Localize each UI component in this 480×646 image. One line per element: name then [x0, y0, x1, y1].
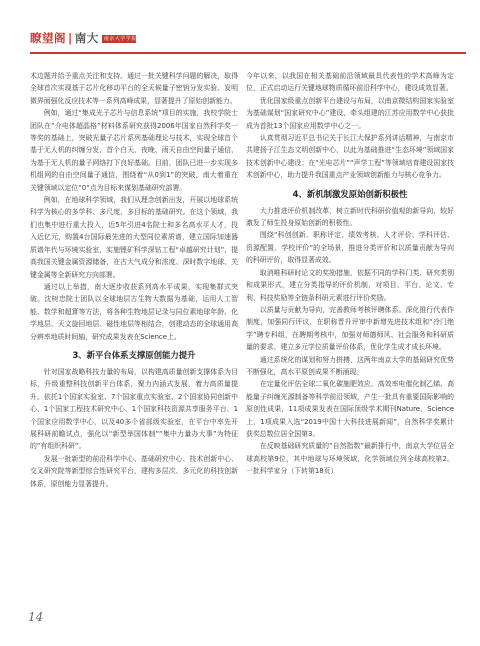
- paragraph: 术边题并给予重点关注和支持。通过一批关键科学问题的解决，取得全球首次实现基于芯片化移动平台的全天候量子密钥分发实验、发明微界面强化反应技术等一系列高峰成果，显著提升了原始创新能力。: [30, 72, 238, 105]
- paragraph: 今年以来，以我国在相关基础前沿领域最具代表性的学术高峰为定位，正式启动运行关键地球物质循环前沿科学中心，建设成效显著。: [246, 72, 454, 93]
- paragraph: 通过系统化的谋划和努力拼搏，这两年南京大学的基础研究优势不断强化，高水平原创成果不断涌现。: [246, 355, 454, 376]
- paragraph: 优化国家级重点创新平台建设与布局，以南京微结构国家实验室为基础谋划“国家研究中心”建设，牵头组建的江苏应用数学中心获批成为首批13个国家应用数学中心之一。: [246, 96, 454, 130]
- section-heading: 4、新机制激发原始创新积极性: [292, 188, 408, 199]
- page-number: 14: [28, 610, 44, 624]
- paragraph: 针对国家战略科技力量的布局，以构建高质量创新支撑体系为目标，升级重整科技创新平台体系，聚力内涵式发展，着力高质量提升。依托1个国家实验室、7个国家重点实验室、2个国家协同创新中心、1个国家工程技术研究中心、1个国家科技资源共享服务平台、1个国家应用数学中心，以及40多个省部级实验室，在平台中率先开展科研前瞻试点，强化以“新型举国体制”“集中力量办大事”为特征的“有组织科研”。: [30, 367, 238, 451]
- paragraph: 以质量与贡献为导向，完善教师考核评聘体系。深化推行代表作制度，加强同行评议，在职称晋升评审中新增先进技术组和“冷门绝学”聘专科组，在聘期考核中，加强对师德师风、社会服务和科研质量的要求。建立多元学位质量评价体系，优化学生成才成长环境。: [246, 305, 454, 352]
- left-column: [30, 70, 238, 490]
- brand-separator: |: [68, 31, 73, 45]
- paragraph: 大力推进评价机制改革，树立新时代科研价值观的新导向，较好激发了师生投身原始创新的积极性。: [246, 206, 454, 228]
- paragraph: 在定量化评估全球二氧化碳施肥效应、高效率电催化制乙烯、高能量子纠缠光源制备等科学前沿领域，产生一批具有重要国际影响的原创性成果，11项成果发表在国际顶级学术期刊Nature、Science上，1项成果入选“2019中国十大科技进展新闻”，自然科学奖累计获奖总数位居全国第3。: [246, 380, 454, 438]
- header-rule: [30, 52, 466, 54]
- brand-title: 瞭望阁: [30, 31, 66, 45]
- paragraph: 例如，通过“集成光子芯片与信息系统”项目的实施，我校学院士团队在“介电体超晶格”材料体系研究获得2006年国家自然科学奖一等奖的基础上，突破光量子芯片系列基础理论与技术，实现全球首个基于无人机的纠缠分发，首个白天、夜晚、雨天自由空间量子通信，为基于无人机的量子网络打下良好基础。目前，团队已进一步实现多机组网的自由空间量子通信，围绕着“从0到1”的突破，南大着重在关键领域以定位“0”点为目标来谋划基础研究部署。: [30, 109, 238, 192]
- page-header: [30, 30, 466, 58]
- paragraph: 认真贯彻习近平总书记关于长江大保护系列讲话精神，与南京市共建扬子江生态文明创新中心，以此为基础推进“生态环境”领域国家技术创新中心建设；在“光电芯片”“声学工程”等领域培育建设国家技术创新中心，助力提升我国重点产业领域创新能力与核心竞争力。: [246, 134, 454, 180]
- paragraph: 围绕“科创创新、职称评定、绩效考核、人才评价、学科评估、资源配置、学校评价”的全场景，推进分类评价和以质量贡献为导向的科研评价，取得显著成效。: [246, 231, 454, 265]
- brand-tag: 南京大学学报: [103, 35, 137, 42]
- paragraph: 取消唯科研时论文的奖励措施，依据不同的学科门类、研究类别和成果形式，建立分类指导的评价机制，对项目、平台、论文、专利、科技奖励等全链条科研元素进行评价奖励。: [246, 268, 454, 302]
- right-column: [246, 70, 454, 478]
- paragraph: 发展一批新型的前沿科学中心、基础研究中心、技术创新中心、交叉研究院等新型综合性研究平台，建构多层次、多元化的科技创新体系，原创能力显著提升。: [30, 454, 238, 488]
- section-heading: 3、新平台体系支撑原创能力提升: [72, 349, 196, 360]
- paragraph: 通过以上举措，南大逐步收获系列高水平成果，实现集群式突破。沈树忠院士团队以全球地层古生物大数据为基础，运用人工智能、数学和超算等方法，将各种生物地层记录与同位素地球年龄、化学地层、天文旋回地层、磁性地层等相结合，创建动态的全球通用高分辨率地质时间轴，研究成果发表在Science上。: [30, 282, 238, 341]
- brand-subtitle: 南大: [74, 31, 99, 45]
- paragraph: 在反映基础研究质量的“自然指数”最新排行中，南京大学位居全球高校第9位，其中地球与环境领域、化学领域位列全球高校第2。一批科学家分（下转第18页）: [246, 442, 454, 476]
- paragraph: 例如，在地球科学领域，我们从理念创新出发，开展以地球系统科学为核心的多学科、多尺度、多目标的基础研究。在这个领域，我们也集中进行重大投入，近5年引进4名院士和多名高水平人才，投入近亿元，购置4台国际最先进的大型同位素质谱，建立国际加速器质谱年代与环境实验室，实施锂矿科学深钻工程“卓越研究计划”，提高我国关键金属资源储备，在古大气成分和浓度、深时数字地球、关键金属等全新研究方向部署。: [30, 196, 238, 279]
- column-brand: [30, 30, 136, 46]
